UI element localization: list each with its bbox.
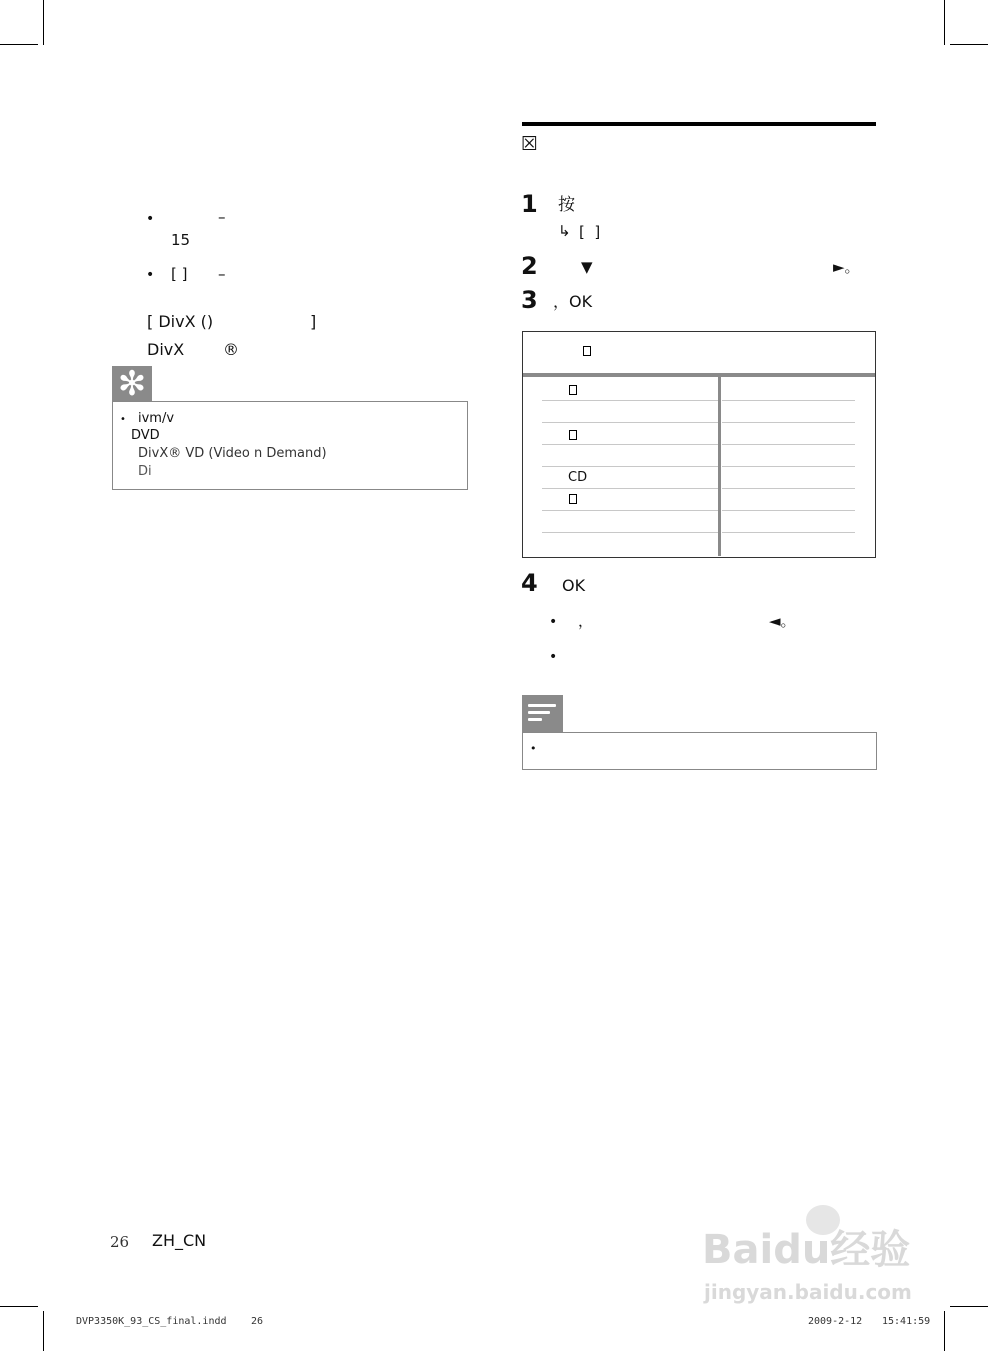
divx-vod-line: [ DivX ()	[147, 312, 214, 331]
result-arrow-icon: ↳	[558, 222, 571, 240]
note-lines-icon	[522, 695, 563, 732]
language-code: ZH_CN	[152, 1231, 207, 1250]
bullet-marker: •	[146, 211, 155, 227]
tip-line: DVD	[131, 428, 160, 443]
menu-row-line	[722, 488, 855, 489]
crop-mark	[0, 44, 38, 45]
menu-item-glyph	[569, 494, 577, 504]
page-number: 26	[110, 1233, 130, 1251]
dash: –	[218, 265, 226, 283]
step-number: 4	[521, 569, 538, 597]
menu-item-glyph	[569, 385, 577, 395]
step4-text: OK	[562, 576, 586, 595]
menu-row-line	[722, 444, 855, 445]
tip-bullet: •	[120, 414, 126, 425]
right-arrow-icon: ►。	[833, 258, 860, 276]
value-15: 15	[171, 231, 191, 249]
asterisk-tip-icon: ✻	[112, 366, 152, 402]
crop-mark	[0, 1306, 38, 1307]
bullet-marker: •	[146, 267, 155, 283]
menu-row-line	[722, 466, 855, 467]
left-arrow-icon: ◄。	[769, 612, 796, 630]
divx-vod-close: ]	[310, 312, 317, 331]
menu-row-line	[542, 488, 718, 489]
menu-row-line	[722, 510, 855, 511]
menu-row-line	[542, 466, 718, 467]
step1-text: 按	[558, 195, 575, 215]
registered-mark: ®	[223, 340, 239, 359]
menu-header-bar	[523, 373, 875, 377]
menu-row-line	[722, 422, 855, 423]
menu-item-glyph	[569, 430, 577, 440]
step-number: 1	[521, 190, 538, 218]
note-box	[522, 732, 877, 770]
menu-row-line	[542, 444, 718, 445]
section-rule	[522, 122, 876, 126]
crop-mark	[944, 1311, 945, 1351]
footer-file-page: 26	[251, 1316, 264, 1327]
step-number: 2	[521, 252, 538, 280]
watermark-brand: Baidu经验	[702, 1227, 911, 1273]
crop-mark	[950, 1306, 988, 1307]
tip-line: Di	[138, 464, 152, 479]
menu-column-divider	[718, 377, 721, 556]
tip-line: DivX® VD (Video n Demand)	[138, 446, 327, 461]
menu-item-cd: CD	[568, 470, 588, 485]
menu-row-line	[542, 422, 718, 423]
step1-sub-text: [ ]	[579, 223, 601, 241]
note-bullet: •	[530, 742, 537, 755]
menu-row-line	[542, 400, 718, 401]
footer-filename: DVP3350K_93_CS_final.indd	[76, 1316, 227, 1327]
bracket-placeholder: [ ]	[171, 265, 188, 283]
step-number: 3	[521, 286, 538, 314]
menu-row-line	[722, 400, 855, 401]
down-arrow-icon: ▼	[581, 258, 593, 276]
crop-mark	[43, 0, 44, 45]
dash: –	[218, 208, 226, 226]
tip-line: ivm/v	[138, 411, 175, 426]
watermark-url: jingyan.baidu.com	[704, 1280, 912, 1304]
footer-date: 2009-2-12	[808, 1316, 863, 1327]
crop-mark	[950, 44, 988, 45]
menu-title-glyph	[583, 346, 591, 356]
step3-text: ，OK	[553, 292, 593, 311]
footer-time: 15:41:59	[882, 1316, 931, 1327]
menu-row-line	[722, 532, 855, 533]
section-heading-glyph: ☒	[521, 133, 539, 155]
comma: ，	[578, 612, 594, 630]
crop-mark	[944, 0, 945, 45]
crop-mark	[43, 1311, 44, 1351]
divx-text: DivX	[147, 340, 185, 359]
menu-row-line	[542, 532, 718, 533]
menu-row-line	[542, 510, 718, 511]
bullet-marker: •	[549, 649, 558, 665]
bullet-marker: •	[549, 614, 558, 630]
